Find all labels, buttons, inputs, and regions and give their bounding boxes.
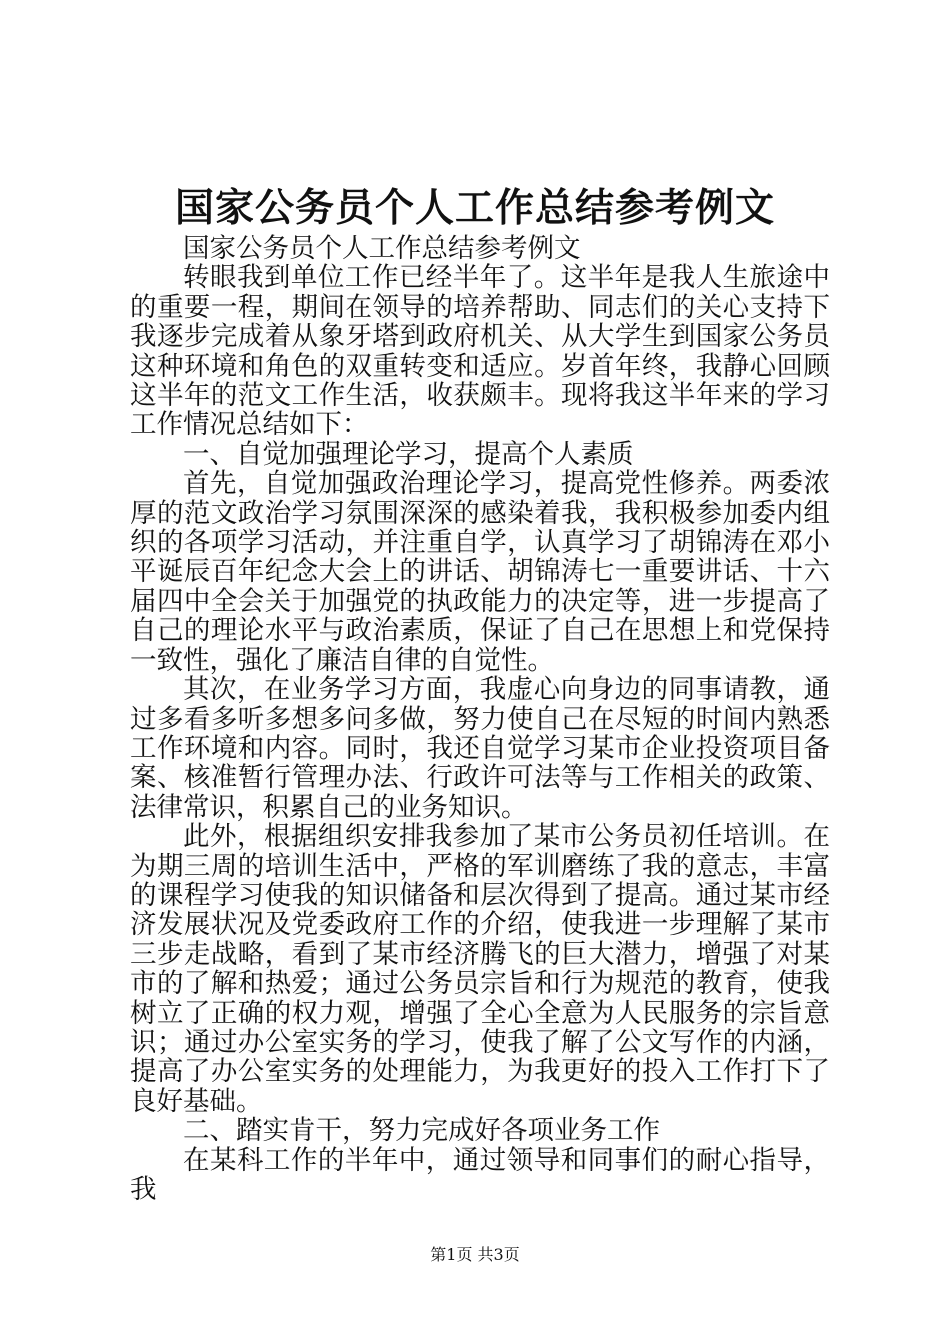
- paragraph-intro: 转眼我到单位工作已经半年了。这半年是我人生旅途中的重要一程，期间在领导的培养帮助、同志们的关心支持下我逐步完成着从象牙塔到政府机关、从大学生到国家公务员这种环境和角色的双重转变和适应。岁首年终，我静心回顾这半年的范文工作生活，收获颇丰。现将我这半年来的学习工作情况总结如下：: [130, 262, 830, 441]
- paragraph-fourth: 在某科工作的半年中，通过领导和同事们的耐心指导，我: [130, 1144, 830, 1205]
- paragraph-second: 其次，在业务学习方面，我虚心向身边的同事请教，通过多看多听多想多问多做，努力使自己在尽短的时间内熟悉工作环境和内容。同时，我还自觉学习某市企业投资项目备案、核准暂行管理办法、行政许可法等与工作相关的政策、法律常识，积累自己的业务知识。: [130, 674, 830, 823]
- paragraph-first: 首先，自觉加强政治理论学习，提高党性修养。两委浓厚的范文政治学习氛围深深的感染着我，我积极参加委内组织的各项学习活动，并注重自学，认真学习了胡锦涛在邓小平诞辰百年纪念大会上的讲话、胡锦涛七一重要讲话、十六届四中全会关于加强党的执政能力的决定等，进一步提高了自己的理论水平与政治素质，保证了自己在思想上和党保持一致性，强化了廉洁自律的自觉性。: [130, 468, 830, 676]
- page-number-footer: 第1页 共3页: [430, 1245, 520, 1264]
- document-body: [130, 234, 830, 1204]
- paragraph-subtitle: 国家公务员个人工作总结参考例文: [183, 233, 581, 264]
- section-heading-2: 二、踏实肯干，努力完成好各项业务工作: [183, 1115, 660, 1147]
- document-title: 国家公务员个人工作总结参考例文: [174, 185, 775, 231]
- paragraph-third: 此外，根据组织安排我参加了某市公务员初任培训。在为期三周的培训生活中，严格的军训磨练了我的意志，丰富的课程学习使我的知识储备和层次得到了提高。通过某市经济发展状况及党委政府工作的介绍，使我进一步理解了某市三步走战略，看到了某市经济腾飞的巨大潜力，增强了对某市的了解和热爱；通过公务员宗旨和行为规范的教育，使我树立了正确的权力观，增强了全心全意为人民服务的宗旨意识；通过办公室实务的学习，使我了解了公文写作的内涵，提高了办公室实务的处理能力，为我更好的投入工作打下了良好基础。: [130, 821, 830, 1117]
- section-heading-1: 一、自觉加强理论学习，提高个人素质: [183, 438, 634, 470]
